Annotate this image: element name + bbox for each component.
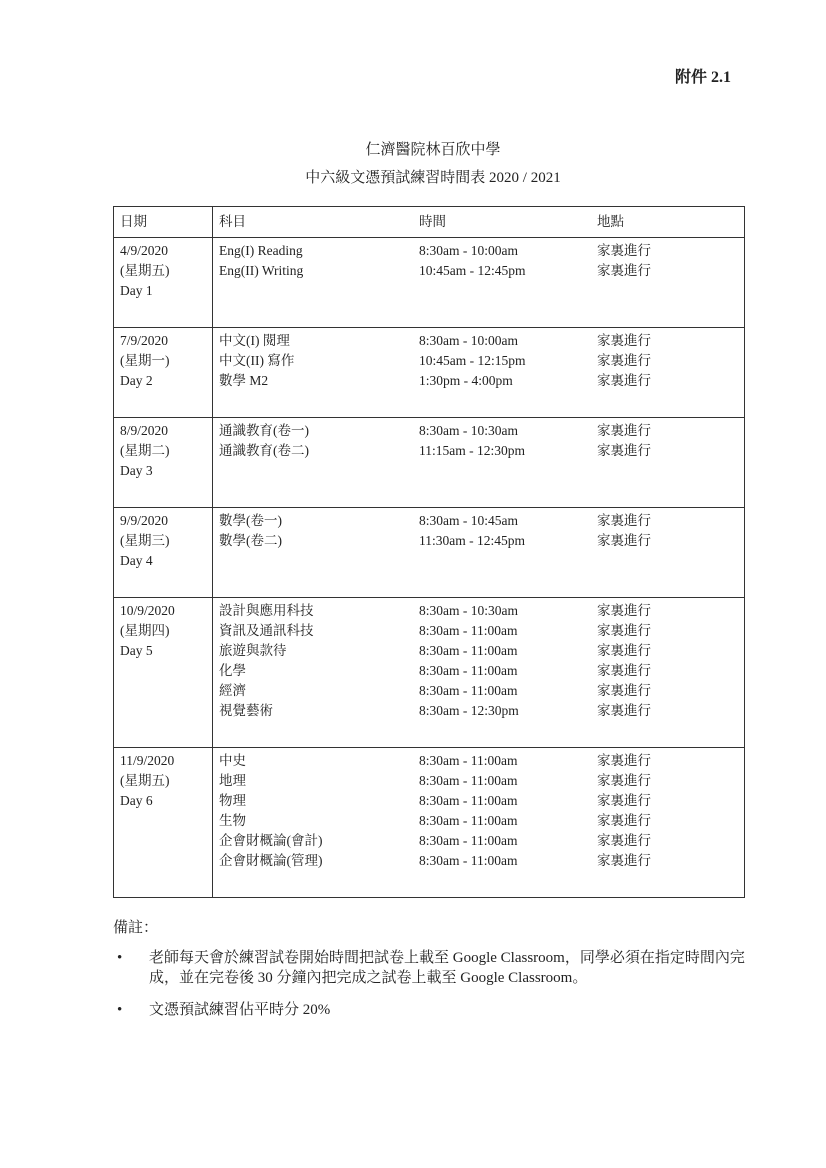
date-line: (星期一) (120, 353, 170, 368)
location-text: 家裏進行 (597, 353, 651, 368)
header-date: 日期 (114, 207, 213, 238)
date-line: (星期二) (120, 443, 170, 458)
time-range: 8:30am - 10:30am (419, 603, 518, 618)
date-line: Day 3 (120, 463, 153, 478)
date-cell (114, 508, 213, 598)
subject-name: 設計與應用科技 (219, 603, 314, 618)
table-row (114, 748, 745, 898)
subject-name: 通識教育(卷二) (219, 443, 309, 458)
subject-name: 中文(I) 閱理 (219, 333, 290, 348)
location-text: 家裏進行 (597, 423, 651, 438)
location-text: 家裏進行 (597, 833, 651, 848)
date-cell (114, 748, 213, 898)
table-row (114, 418, 745, 508)
location-text: 家裏進行 (597, 663, 651, 678)
time-range: 10:45am - 12:45pm (419, 263, 526, 278)
date-line: 8/9/2020 (120, 423, 169, 438)
subject-name: 企會財概論(管理) (219, 853, 323, 868)
date-line: Day 4 (120, 553, 153, 568)
time-range: 8:30am - 11:00am (419, 773, 518, 788)
location-text: 家裏進行 (597, 683, 651, 698)
location-text: 家裏進行 (597, 373, 651, 388)
document-title: 中六級文憑預試練習時間表 2020 / 2021 (305, 170, 561, 186)
remarks-title: 備註： (113, 920, 159, 936)
date-line: Day 5 (120, 643, 153, 658)
remark-item (113, 1000, 753, 1020)
remark-text: 文憑預試練習佔平時分 20% (149, 1002, 331, 1018)
location-cell (591, 598, 745, 748)
annex-label: 附件 2.1 (675, 69, 732, 86)
location-text: 家裏進行 (597, 263, 651, 278)
time-range: 8:30am - 11:00am (419, 833, 518, 848)
subject-cell (213, 508, 414, 598)
location-cell (591, 508, 745, 598)
location-cell (591, 328, 745, 418)
subject-cell (213, 748, 414, 898)
header-subject: 科目 (213, 207, 414, 238)
table-row (114, 508, 745, 598)
table-row (114, 598, 745, 748)
time-range: 10:45am - 12:15pm (419, 353, 526, 368)
date-line: (星期五) (120, 263, 170, 278)
subject-name: 經濟 (219, 683, 246, 698)
date-cell (114, 598, 213, 748)
subject-name: 視覺藝術 (219, 703, 273, 718)
time-range: 8:30am - 11:00am (419, 793, 518, 808)
header-time: 時間 (413, 207, 591, 238)
subject-name: 企會財概論(會計) (219, 833, 323, 848)
school-name: 仁濟醫院林百欣中學 (365, 142, 501, 158)
location-cell (591, 418, 745, 508)
subject-name: 中史 (219, 753, 246, 768)
subject-name: 地理 (219, 773, 246, 788)
location-text: 家裏進行 (597, 813, 651, 828)
subject-name: Eng(II) Writing (219, 263, 304, 278)
location-cell (591, 238, 745, 328)
time-range: 8:30am - 11:00am (419, 853, 518, 868)
location-text: 家裏進行 (597, 853, 651, 868)
table-row (114, 328, 745, 418)
date-line: 7/9/2020 (120, 333, 169, 348)
time-range: 8:30am - 12:30pm (419, 703, 519, 718)
subject-cell (213, 598, 414, 748)
location-text: 家裏進行 (597, 513, 651, 528)
time-range: 8:30am - 11:00am (419, 643, 518, 658)
time-range: 8:30am - 10:30am (419, 423, 518, 438)
time-range: 8:30am - 11:00am (419, 813, 518, 828)
time-range: 11:15am - 12:30pm (419, 443, 525, 458)
location-cell (591, 748, 745, 898)
remark-text: 老師每天會於練習試卷開始時間把試卷上載至 Google Classroom，同學必須在指定時間內完成，並在完卷後 30 分鐘內把完成之試卷上載至 Google Classroom。 (149, 950, 745, 986)
time-cell (413, 748, 591, 898)
subject-cell (213, 238, 414, 328)
date-cell (114, 418, 213, 508)
time-range: 8:30am - 10:00am (419, 333, 518, 348)
date-line: 4/9/2020 (120, 243, 169, 258)
date-cell (114, 328, 213, 418)
subject-name: 物理 (219, 793, 246, 808)
location-text: 家裏進行 (597, 603, 651, 618)
location-text: 家裏進行 (597, 443, 651, 458)
location-text: 家裏進行 (597, 773, 651, 788)
subject-name: 化學 (219, 663, 246, 678)
table-row (114, 238, 745, 328)
date-line: 11/9/2020 (120, 753, 175, 768)
time-range: 8:30am - 10:00am (419, 243, 518, 258)
time-range: 8:30am - 11:00am (419, 683, 518, 698)
subject-name: 旅遊與款待 (219, 643, 287, 658)
subject-name: 數學(卷一) (219, 513, 282, 528)
location-text: 家裏進行 (597, 623, 651, 638)
header-location: 地點 (591, 207, 745, 238)
remark-item (113, 948, 753, 988)
bullet-icon: • (117, 1002, 123, 1018)
location-text: 家裏進行 (597, 703, 651, 718)
subject-name: 資訊及通訊科技 (219, 623, 314, 638)
remarks-list (113, 936, 753, 1020)
table-header-row (114, 207, 745, 238)
location-text: 家裏進行 (597, 753, 651, 768)
time-cell (413, 418, 591, 508)
date-line: 9/9/2020 (120, 513, 169, 528)
time-cell (413, 598, 591, 748)
date-line: (星期四) (120, 623, 170, 638)
exam-schedule-table (113, 206, 745, 898)
time-range: 8:30am - 11:00am (419, 663, 518, 678)
time-range: 1:30pm - 4:00pm (419, 373, 513, 388)
location-text: 家裏進行 (597, 333, 651, 348)
date-line: (星期三) (120, 533, 170, 548)
subject-name: 生物 (219, 813, 246, 828)
date-line: Day 6 (120, 793, 153, 808)
time-range: 8:30am - 11:00am (419, 753, 518, 768)
time-cell (413, 508, 591, 598)
date-line: 10/9/2020 (120, 603, 175, 618)
date-line: Day 2 (120, 373, 153, 388)
time-range: 11:30am - 12:45pm (419, 533, 525, 548)
subject-name: Eng(I) Reading (219, 243, 303, 258)
subject-cell (213, 418, 414, 508)
subject-name: 中文(II) 寫作 (219, 353, 295, 368)
location-text: 家裏進行 (597, 793, 651, 808)
subject-cell (213, 328, 414, 418)
subject-name: 通識教育(卷一) (219, 423, 309, 438)
bullet-icon: • (117, 950, 123, 966)
location-text: 家裏進行 (597, 533, 651, 548)
time-cell (413, 238, 591, 328)
subject-name: 數學(卷二) (219, 533, 282, 548)
time-range: 8:30am - 11:00am (419, 623, 518, 638)
date-cell (114, 238, 213, 328)
time-range: 8:30am - 10:45am (419, 513, 518, 528)
date-line: Day 1 (120, 283, 153, 298)
date-line: (星期五) (120, 773, 170, 788)
time-cell (413, 328, 591, 418)
subject-name: 數學 M2 (219, 373, 269, 388)
location-text: 家裏進行 (597, 643, 651, 658)
location-text: 家裏進行 (597, 243, 651, 258)
